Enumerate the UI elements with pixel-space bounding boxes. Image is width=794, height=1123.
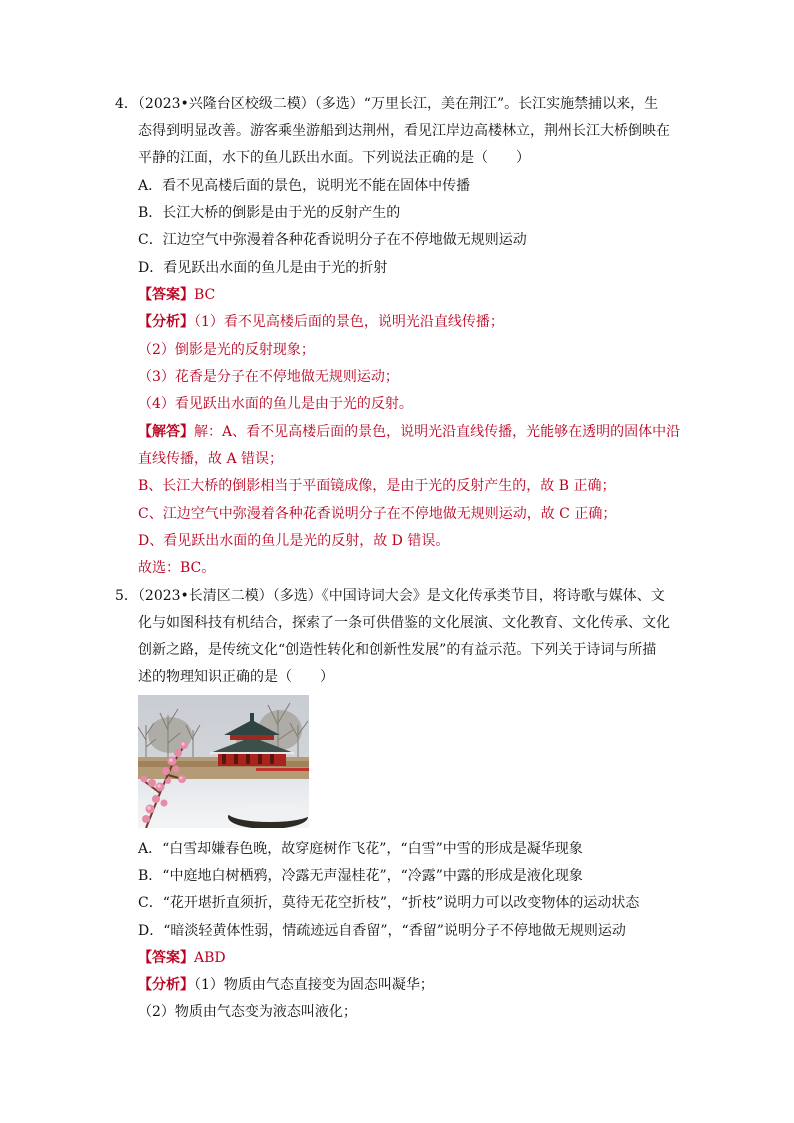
solution-tag: 【解答】 [138, 424, 194, 440]
q4-solution-line-4: C、江边空气中弥漫着各种花香说明分子在不停地做无规则运动，故 C 正确； [138, 506, 617, 522]
pavilion-photo [138, 695, 309, 828]
analysis-tag: 【分析】 [138, 977, 194, 993]
q4-stem-line-3: 平静的江面，水下的鱼儿跃出水面。下列说法正确的是（ ） [138, 150, 530, 166]
q5-option-a: A．“白雪却嫌春色晚，故穿庭树作飞花”，“白雪”中雪的形成是凝华现象 [138, 841, 583, 857]
q4-option-d: D．看见跃出水面的鱼儿是由于光的折射 [138, 260, 388, 276]
q4-solution-line-3: B、长江大桥的倒影相当于平面镜成像，是由于光的反射产生的，故 B 正确； [138, 478, 616, 494]
q5-option-b: B．“中庭地白树栖鸦，冷露无声湿桂花”，“冷露”中露的形成是液化现象 [138, 868, 583, 884]
q4-stem-line-2: 态得到明显改善。游客乘坐游船到达荆州，看见江岸边高楼林立，荆州长江大桥倒映在 [138, 123, 670, 139]
q4-analysis-line-4: （4）看见跃出水面的鱼儿是由于光的反射。 [138, 396, 413, 412]
q4-analysis-line-2: （2）倒影是光的反射现象； [138, 342, 315, 358]
q4-solution-line-1 [138, 422, 680, 442]
q5-stem-line-4: 述的物理知识正确的是（ ） [138, 669, 334, 685]
q4-option-b: B．长江大桥的倒影是由于光的反射产生的 [138, 205, 401, 221]
q5-option-c: C．“花开堪折直须折，莫待无花空折枝”，“折枝”说明力可以改变物体的运动状态 [138, 895, 640, 911]
q4-solution-line-5: D、看见跃出水面的鱼儿是光的反射，故 D 错误。 [138, 533, 450, 549]
q5-analysis-line-1 [138, 975, 434, 995]
q4-option-a: A．看不见高楼后面的景色，说明光不能在固体中传播 [138, 178, 471, 194]
answer-tag: 【答案】 [138, 287, 194, 303]
q4-stem-line-1: 4．（2023•兴隆台区校级二模）（多选）“万里长江，美在荆江”。长江实施禁捕以来，生 [115, 96, 659, 112]
analysis-text: （1）物质由气态直接变为固态叫凝华； [194, 977, 434, 993]
q4-option-c: C．江边空气中弥漫着各种花香说明分子在不停地做无规则运动 [138, 232, 527, 248]
q4-analysis-line-3: （3）花香是分子在不停地做无规则运动； [138, 369, 399, 385]
q5-stem-line-2: 化与如图科技有机结合，探索了一条可供借鉴的文化展演、文化教育、文化传承、文化 [138, 615, 670, 631]
q5-answer-line [138, 948, 226, 968]
answer-value: ABD [194, 950, 226, 966]
answer-value: BC [194, 287, 216, 303]
analysis-tag: 【分析】 [138, 314, 194, 330]
q4-analysis-line-1 [138, 312, 504, 332]
q5-stem-line-3: 创新之路，是传统文化“创造性转化和创新性发展”的有益示范。下列关于诗词与所描 [138, 642, 657, 658]
analysis-text: （1）看不见高楼后面的景色，说明光沿直线传播； [194, 314, 504, 330]
solution-text: 解：A、看不见高楼后面的景色，说明光沿直线传播，光能够在透明的固体中沿 [194, 424, 681, 440]
q4-answer-line [138, 285, 215, 305]
answer-tag: 【答案】 [138, 950, 194, 966]
q5-analysis-line-2: （2）物质由气态变为液态叫液化； [138, 1004, 357, 1020]
q4-solution-line-6: 故选：BC。 [138, 560, 216, 576]
q5-option-d: D．“暗淡轻黄体性弱，情疏迹远自香留”，“香留”说明分子不停地做无规则运动 [138, 923, 626, 939]
q5-stem-line-1: 5．（2023•长清区二模）（多选）《中国诗词大会》是文化传承类节目，将诗歌与媒体、文 [115, 588, 665, 604]
q4-solution-line-2: 直线传播，故 A 错误； [138, 451, 284, 467]
